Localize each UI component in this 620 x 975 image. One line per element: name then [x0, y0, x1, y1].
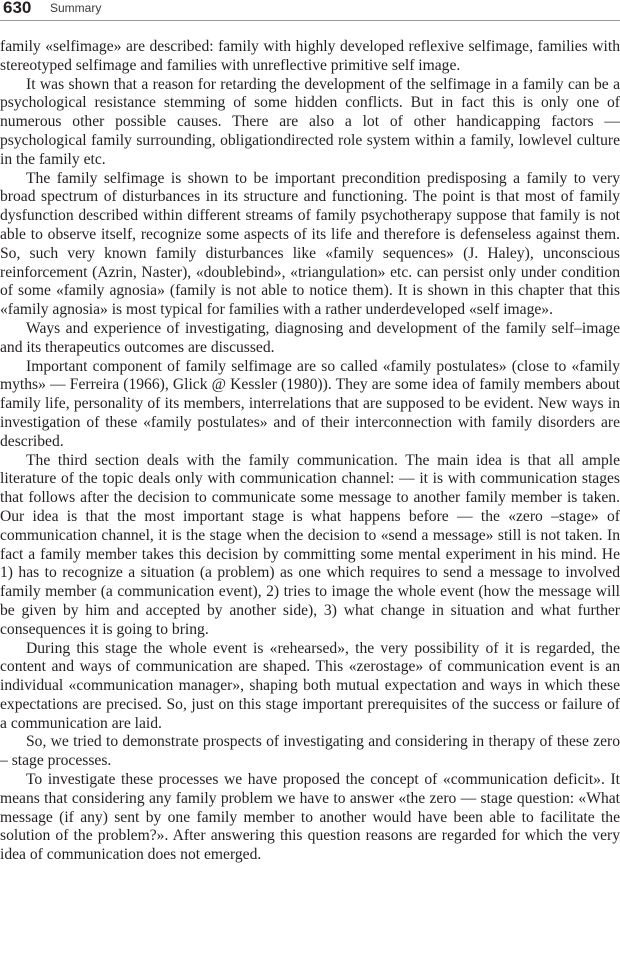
paragraph: It was shown that a reason for retarding the development of the selfimage in a family can be a psychological resistance stemming of some hidden conflicts. But in fact this is only one of numerous other possible causes. There are also a lot of other handicapping factors — psychological family surrounding, obligationdirected role system within a family, lowlevel culture in the family etc.: [0, 75, 620, 168]
paragraph: Ways and experience of investigating, diagnosing and development of the family self–image and its therapeutics outcomes are discussed.: [0, 319, 620, 356]
body-text: [0, 38, 620, 865]
page-number: 630: [3, 0, 32, 17]
paragraph: The third section deals with the family communication. The main idea is that all ample literature of the topic deals only with communication channel: — it is with communication stages that follows after the decision to communicate some message to another family member is taken. Our idea is that the most important stage is what happens before — the «zero –stage» of communication channel, it is the stage when the decision to «send a message» still is not taken. In fact a family member takes this decision by committing some mental experiment in his mind. He 1) has to recognize a situation (a problem) as one which requires to send a message to involved family member (a communication event), 2) tries to image the whole event (how the message will be given by him and accepted by another side), 3) what change in situation and what further consequences it is going to bring.: [0, 451, 620, 638]
paragraph: During this stage the whole event is «rehearsed», the very possibility of it is regarded, the content and ways of communication are shaped. This «zerostage» of communication event is an individual «communication manager», shaping both mutual expectation and ways in which these expectations are precised. So, just on this stage important prerequisites of the success or failure of a communication are laid.: [0, 639, 620, 732]
running-head: Summary: [50, 1, 102, 15]
paragraph: family «selfimage» are described: family with highly developed reflexive selfimage, families with stereotyped selfimage and families with unreflective primitive self image.: [0, 38, 620, 74]
page-header: [0, 0, 620, 21]
paragraph: So, we tried to demonstrate prospects of investigating and considering in therapy of these zero – stage processes.: [0, 733, 620, 770]
paragraph: The family selfimage is shown to be important precondition predisposing a family to very broad spectrum of disturbances in its structure and functioning. The point is that most of family dysfunction described within different streams of family psychotherapy suppose that family is not able to observe itself, recognize some aspects of its life and therefore is defenseless against them. So, such very known family disturbances like «family sequences» (J. Haley), unconscious reinforcement (Azrin, Naster), «doublebind», «triangulation» etc. can persist only under condition of some «family agnosia» (family is not able to notice them). It is shown in this chapter that this «family agnosia» is most typical for families with a rather underdeveloped «self image».: [0, 169, 620, 319]
paragraph: To investigate these processes we have proposed the concept of «communication deficit». It means that considering any family problem we have to answer «the zero — stage question: «What message (if any) sent by one family member to another would have been able to facilitate the solution of the problem?». After answering this question reasons are regarded for which the very idea of communication does not emerged.: [0, 771, 620, 864]
paragraph: Important component of family selfimage are so called «family postulates» (close to «family myths» — Ferreira (1966), Glick @ Kessler (1980)). They are some idea of family members about family life, personality of its members, interrelations that are supposed to be evident. New ways in investigation of these «family postulates» and of their interconnection with family disorders are described.: [0, 357, 620, 450]
